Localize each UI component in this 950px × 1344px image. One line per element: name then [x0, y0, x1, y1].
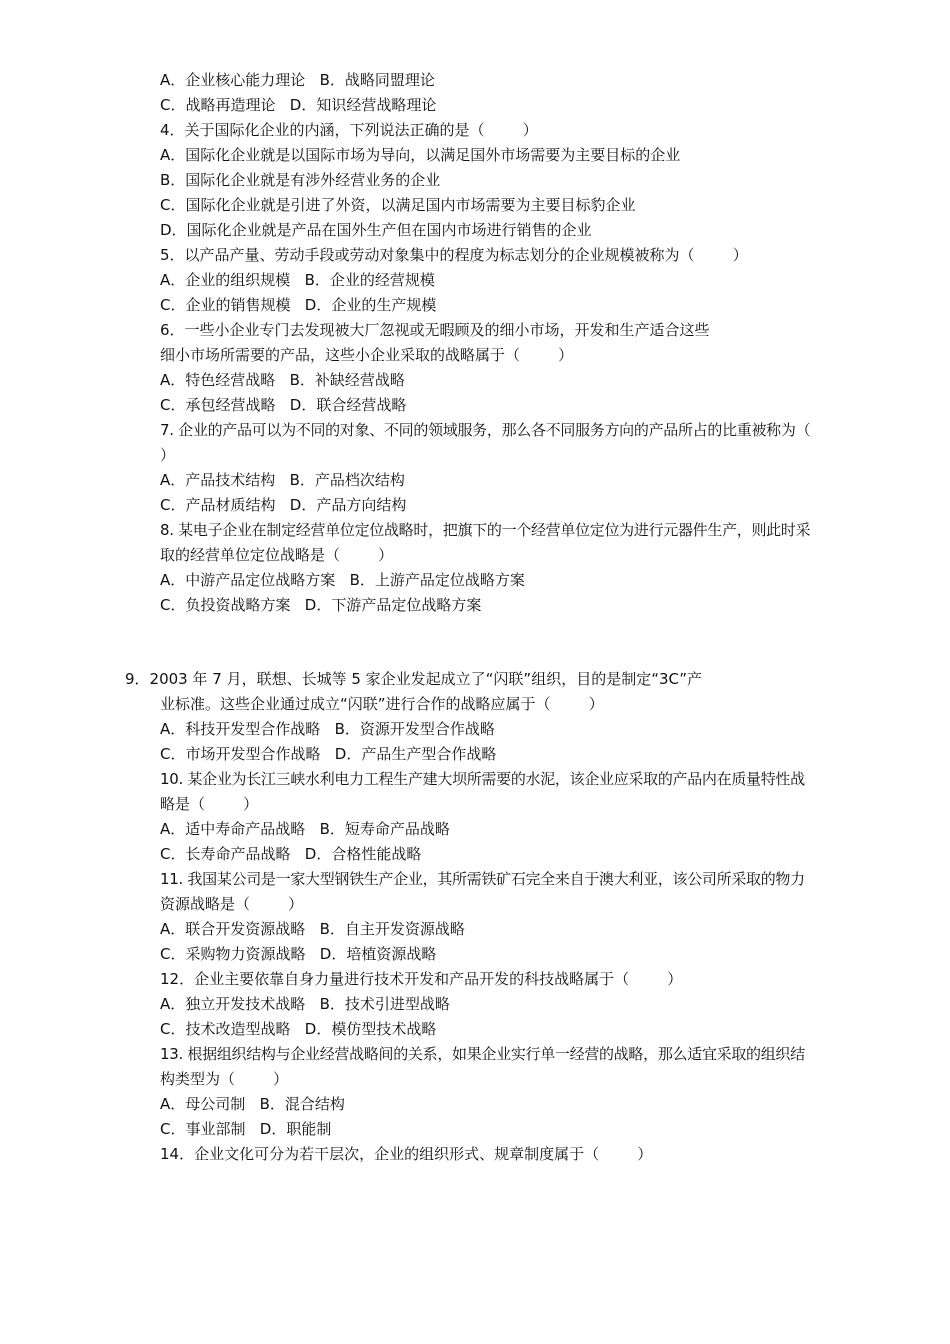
q5-question: 5．以产品产量、劳动手段或劳动对象集中的程度为标志划分的企业规模被称为（ ） [160, 246, 748, 264]
q11-question-cont: 资源战略是（ ） [160, 895, 304, 913]
q9-question-cont: 业标准。这些企业通过成立“闪联”进行合作的战略应属于（ ） [160, 695, 604, 713]
q7-question-cont: ） [160, 446, 176, 464]
q14-question: 14．企业文化可分为若干层次，企业的组织形式、规章制度属于（ ） [160, 1145, 653, 1163]
q7-options-cd: C．产品材质结构 D．产品方向结构 [160, 496, 407, 514]
q5-options-ab: A．企业的组织规模 B．企业的经营规模 [160, 271, 435, 289]
q10-options-ab: A．适中寿命产品战略 B．短寿命产品战略 [160, 820, 450, 838]
q13-question: 13. 根据组织结构与企业经营战略间的关系，如果企业实行单一经营的战略，那么适宜采取的组织结 [160, 1045, 805, 1063]
q6-question-cont: 细小市场所需要的产品，这些小企业采取的战略属于（ ） [160, 346, 574, 364]
q10-question-cont: 略是（ ） [160, 795, 259, 813]
q3-options-cd: C．战略再造理论 D．知识经营战略理论 [160, 96, 437, 114]
q4-option-b: B．国际化企业就是有涉外经营业务的企业 [160, 171, 441, 189]
q9-options-cd: C．市场开发型合作战略 D．产品生产型合作战略 [160, 745, 497, 763]
q10-question: 10. 某企业为长江三峡水利电力工程生产建大坝所需要的水泥，该企业应采取的产品内在质量特性战 [160, 770, 805, 788]
q4-question: 4．关于国际化企业的内涵，下列说法正确的是（ ） [160, 121, 538, 139]
q4-option-c: C．国际化企业就是引进了外资，以满足国内市场需要为主要目标豹企业 [160, 196, 636, 214]
q8-question-cont: 取的经营单位定位战略是（ ） [160, 546, 394, 564]
q13-options-ab: A．母公司制 B．混合结构 [160, 1095, 345, 1113]
q7-question: 7. 企业的产品可以为不同的对象、不同的领域服务，那么各不同服务方向的产品所占的比重被称为（ [160, 421, 811, 439]
q11-options-cd: C．采购物力资源战略 D．培植资源战略 [160, 945, 437, 963]
q12-question: 12．企业主要依靠自身力量进行技术开发和产品开发的科技战略属于（ ） [160, 970, 683, 988]
q9-question: 9．2003 年 7 月，联想、长城等 5 家企业发起成立了“闪联”组织，目的是制定“3C”产 [125, 670, 703, 688]
q9-options-ab: A．科技开发型合作战略 B．资源开发型合作战略 [160, 720, 495, 738]
q6-options-cd: C．承包经营战略 D．联合经营战略 [160, 396, 407, 414]
q8-options-cd: C．负投资战略方案 D．下游产品定位战略方案 [160, 596, 482, 614]
q8-question: 8. 某电子企业在制定经营单位定位战略时，把旗下的一个经营单位定位为进行元器件生产，则此时采 [160, 521, 811, 539]
q7-options-ab: A．产品技术结构 B．产品档次结构 [160, 471, 405, 489]
q11-question: 11. 我国某公司是一家大型钢铁生产企业，其所需铁矿石完全来自于澳大利亚，该公司所采取的物力 [160, 870, 805, 888]
q13-question-cont: 构类型为（ ） [160, 1070, 289, 1088]
q4-option-a: A．国际化企业就是以国际市场为导向，以满足国外市场需要为主要目标的企业 [160, 146, 681, 164]
q13-options-cd: C．事业部制 D．职能制 [160, 1120, 332, 1138]
q3-options-ab: A．企业核心能力理论 B．战略同盟理论 [160, 71, 435, 89]
q4-option-d: D．国际化企业就是产品在国外生产但在国内市场进行销售的企业 [160, 221, 592, 239]
q8-options-ab: A．中游产品定位战略方案 B．上游产品定位战略方案 [160, 571, 525, 589]
q10-options-cd: C．长寿命产品战略 D．合格性能战略 [160, 845, 422, 863]
q12-options-cd: C．技术改造型战略 D．模仿型技术战略 [160, 1020, 437, 1038]
q6-options-ab: A．特色经营战略 B．补缺经营战略 [160, 371, 405, 389]
q6-question: 6．一些小企业专门去发现被大厂忽视或无暇顾及的细小市场，开发和生产适合这些 [160, 321, 710, 339]
q12-options-ab: A．独立开发技术战略 B．技术引进型战略 [160, 995, 450, 1013]
q11-options-ab: A．联合开发资源战略 B．自主开发资源战略 [160, 920, 465, 938]
q5-options-cd: C．企业的销售规模 D．企业的生产规模 [160, 296, 437, 314]
